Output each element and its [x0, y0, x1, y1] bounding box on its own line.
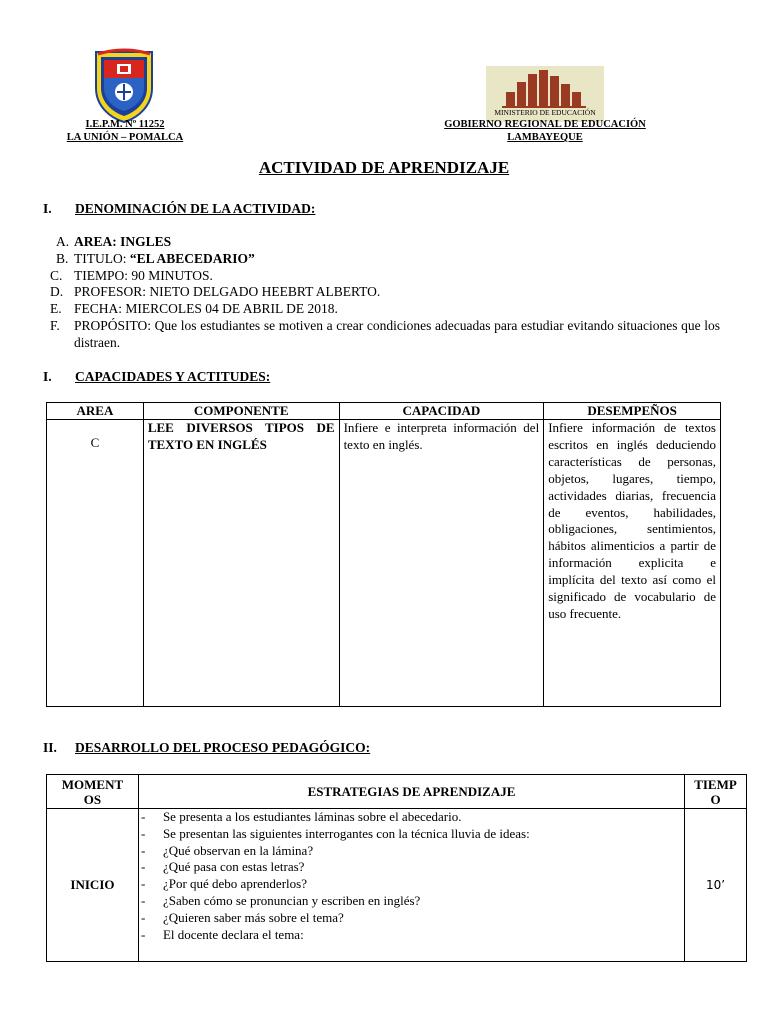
info-letter: A.	[56, 234, 70, 249]
section-2-heading	[43, 369, 270, 385]
info-area: AREA: INGLES	[74, 234, 172, 249]
info-date: FECHA: MIERCOLES 04 DE ABRIL DE 2018.	[74, 301, 338, 317]
moment-cell: INICIO	[47, 809, 139, 962]
column-header-time	[685, 775, 747, 809]
info-item-area	[50, 234, 720, 251]
government-name-line1: GOBIERNO REGIONAL DE EDUCACIÓN	[444, 119, 646, 130]
pedagogical-process-table	[46, 774, 747, 962]
government-name-line2: LAMBAYEQUE	[507, 132, 583, 143]
capacities-table	[46, 402, 721, 707]
info-item-time	[50, 268, 720, 285]
info-letter: C.	[50, 267, 63, 283]
list-item: - ¿Por qué debo aprenderlos?	[140, 876, 307, 892]
ministry-label: MINISTERIO DE EDUCACIÓN	[494, 108, 596, 117]
column-header-time-line2: O	[710, 791, 721, 807]
list-item: - Se presenta a los estudiantes láminas sobre el abecedario.	[140, 809, 462, 824]
government-name	[410, 118, 680, 144]
section-1-heading	[43, 201, 315, 217]
step-text: ¿Saben cómo se pronuncian y escriben en inglés?	[162, 892, 421, 908]
info-letter: B.	[56, 250, 69, 266]
section-3-heading	[43, 740, 370, 756]
desempenos-cell: Infiere información de textos escritos en inglés deduciendo características de personas, objetos, lugares, tiempo, actividades diarias, frecuencia de eventos, habilidades, obligaciones, sentimientos, hábitos alimenticios a partir de información explicita e implícita del texto así como el significado de vocabulario de uso frecuente.	[544, 420, 721, 707]
info-item-purpose	[50, 318, 720, 352]
section-3-title: DESARROLLO DEL PROCESO PEDAGÓGICO:	[75, 740, 371, 755]
info-letter: E.	[50, 301, 62, 317]
column-header-moments-line2: OS	[83, 791, 102, 807]
strategy-list	[138, 809, 684, 962]
document-title: ACTIVIDAD DE APRENDIZAJE	[258, 158, 510, 177]
list-item: - Se presentan las siguientes interrogantes con la técnica lluvia de ideas:	[140, 825, 530, 841]
info-item-teacher	[50, 284, 720, 301]
step-text: ¿Qué pasa con estas letras?	[162, 859, 305, 875]
activity-info-list	[50, 234, 720, 352]
section-3-number: II.	[43, 740, 57, 755]
info-teacher: PROFESOR: NIETO DELGADO HEEBRT ALBERTO.	[74, 284, 381, 300]
info-item-date	[50, 301, 720, 318]
table-header-row	[47, 775, 747, 809]
list-item: - ¿Quieren saber más sobre el tema?	[140, 909, 344, 925]
list-item: - El docente declara el tema:	[140, 926, 304, 942]
info-title-value: “EL ABECEDARIO”	[129, 250, 255, 266]
column-header-area: AREA	[47, 403, 144, 420]
step-text: ¿Por qué debo aprenderlos?	[162, 876, 307, 892]
step-text: ¿Quieren saber más sobre el tema?	[162, 909, 344, 925]
column-header-time-line1: TIEMP	[694, 776, 737, 792]
info-time: TIEMPO: 90 MINUTOS.	[74, 267, 213, 283]
column-header-capacidad: CAPACIDAD	[339, 403, 544, 420]
column-header-moments-line1: MOMENT	[61, 776, 124, 792]
section-2-number: I.	[43, 369, 52, 384]
table-header-row	[47, 403, 721, 420]
step-text: El docente declara el tema:	[162, 926, 304, 942]
area-cell: C	[47, 420, 144, 707]
info-title-label: TITULO:	[74, 250, 130, 266]
column-header-moments	[47, 775, 139, 809]
info-letter: F.	[50, 317, 60, 333]
school-name-line2: LA UNIÓN – POMALCA	[66, 132, 184, 143]
info-item-title	[50, 251, 720, 268]
section-1-title: DENOMINACIÓN DE LA ACTIVIDAD:	[75, 201, 316, 216]
time-cell: 10’	[685, 809, 747, 962]
column-header-componente: COMPONENTE	[143, 403, 339, 420]
table-row	[47, 809, 747, 962]
list-item: - ¿Saben cómo se pronuncian y escriben en inglés?	[140, 892, 421, 908]
school-name-line1: I.E.P.M. Nº 11252	[85, 119, 165, 130]
section-2-title: CAPACIDADES Y ACTITUDES:	[75, 369, 271, 384]
capacidad-cell: Infiere e interpreta información del texto en inglés.	[339, 420, 544, 707]
table-row	[47, 420, 721, 707]
column-header-desempenos: DESEMPEÑOS	[544, 403, 721, 420]
step-text: Se presentan las siguientes interrogantes con la técnica lluvia de ideas:	[162, 825, 530, 841]
list-item: - ¿Qué observan en la lámina?	[140, 842, 314, 858]
school-shield-logo	[92, 48, 156, 124]
school-name	[55, 118, 195, 144]
step-text: ¿Qué observan en la lámina?	[162, 842, 314, 858]
info-purpose: PROPÓSITO: Que los estudiantes se motiven a crear condiciones adecuadas para estudiar evitando situaciones que los distraen.	[74, 317, 720, 350]
column-header-strategies: ESTRATEGIAS DE APRENDIZAJE	[138, 775, 684, 809]
section-1-number: I.	[43, 201, 52, 216]
info-letter: D.	[50, 284, 64, 300]
list-item: - ¿Qué pasa con estas letras?	[140, 859, 305, 875]
step-text: Se presenta a los estudiantes láminas sobre el abecedario.	[162, 809, 462, 824]
componente-cell: LEE DIVERSOS TIPOS DE TEXTO EN INGLÉS	[143, 420, 339, 707]
